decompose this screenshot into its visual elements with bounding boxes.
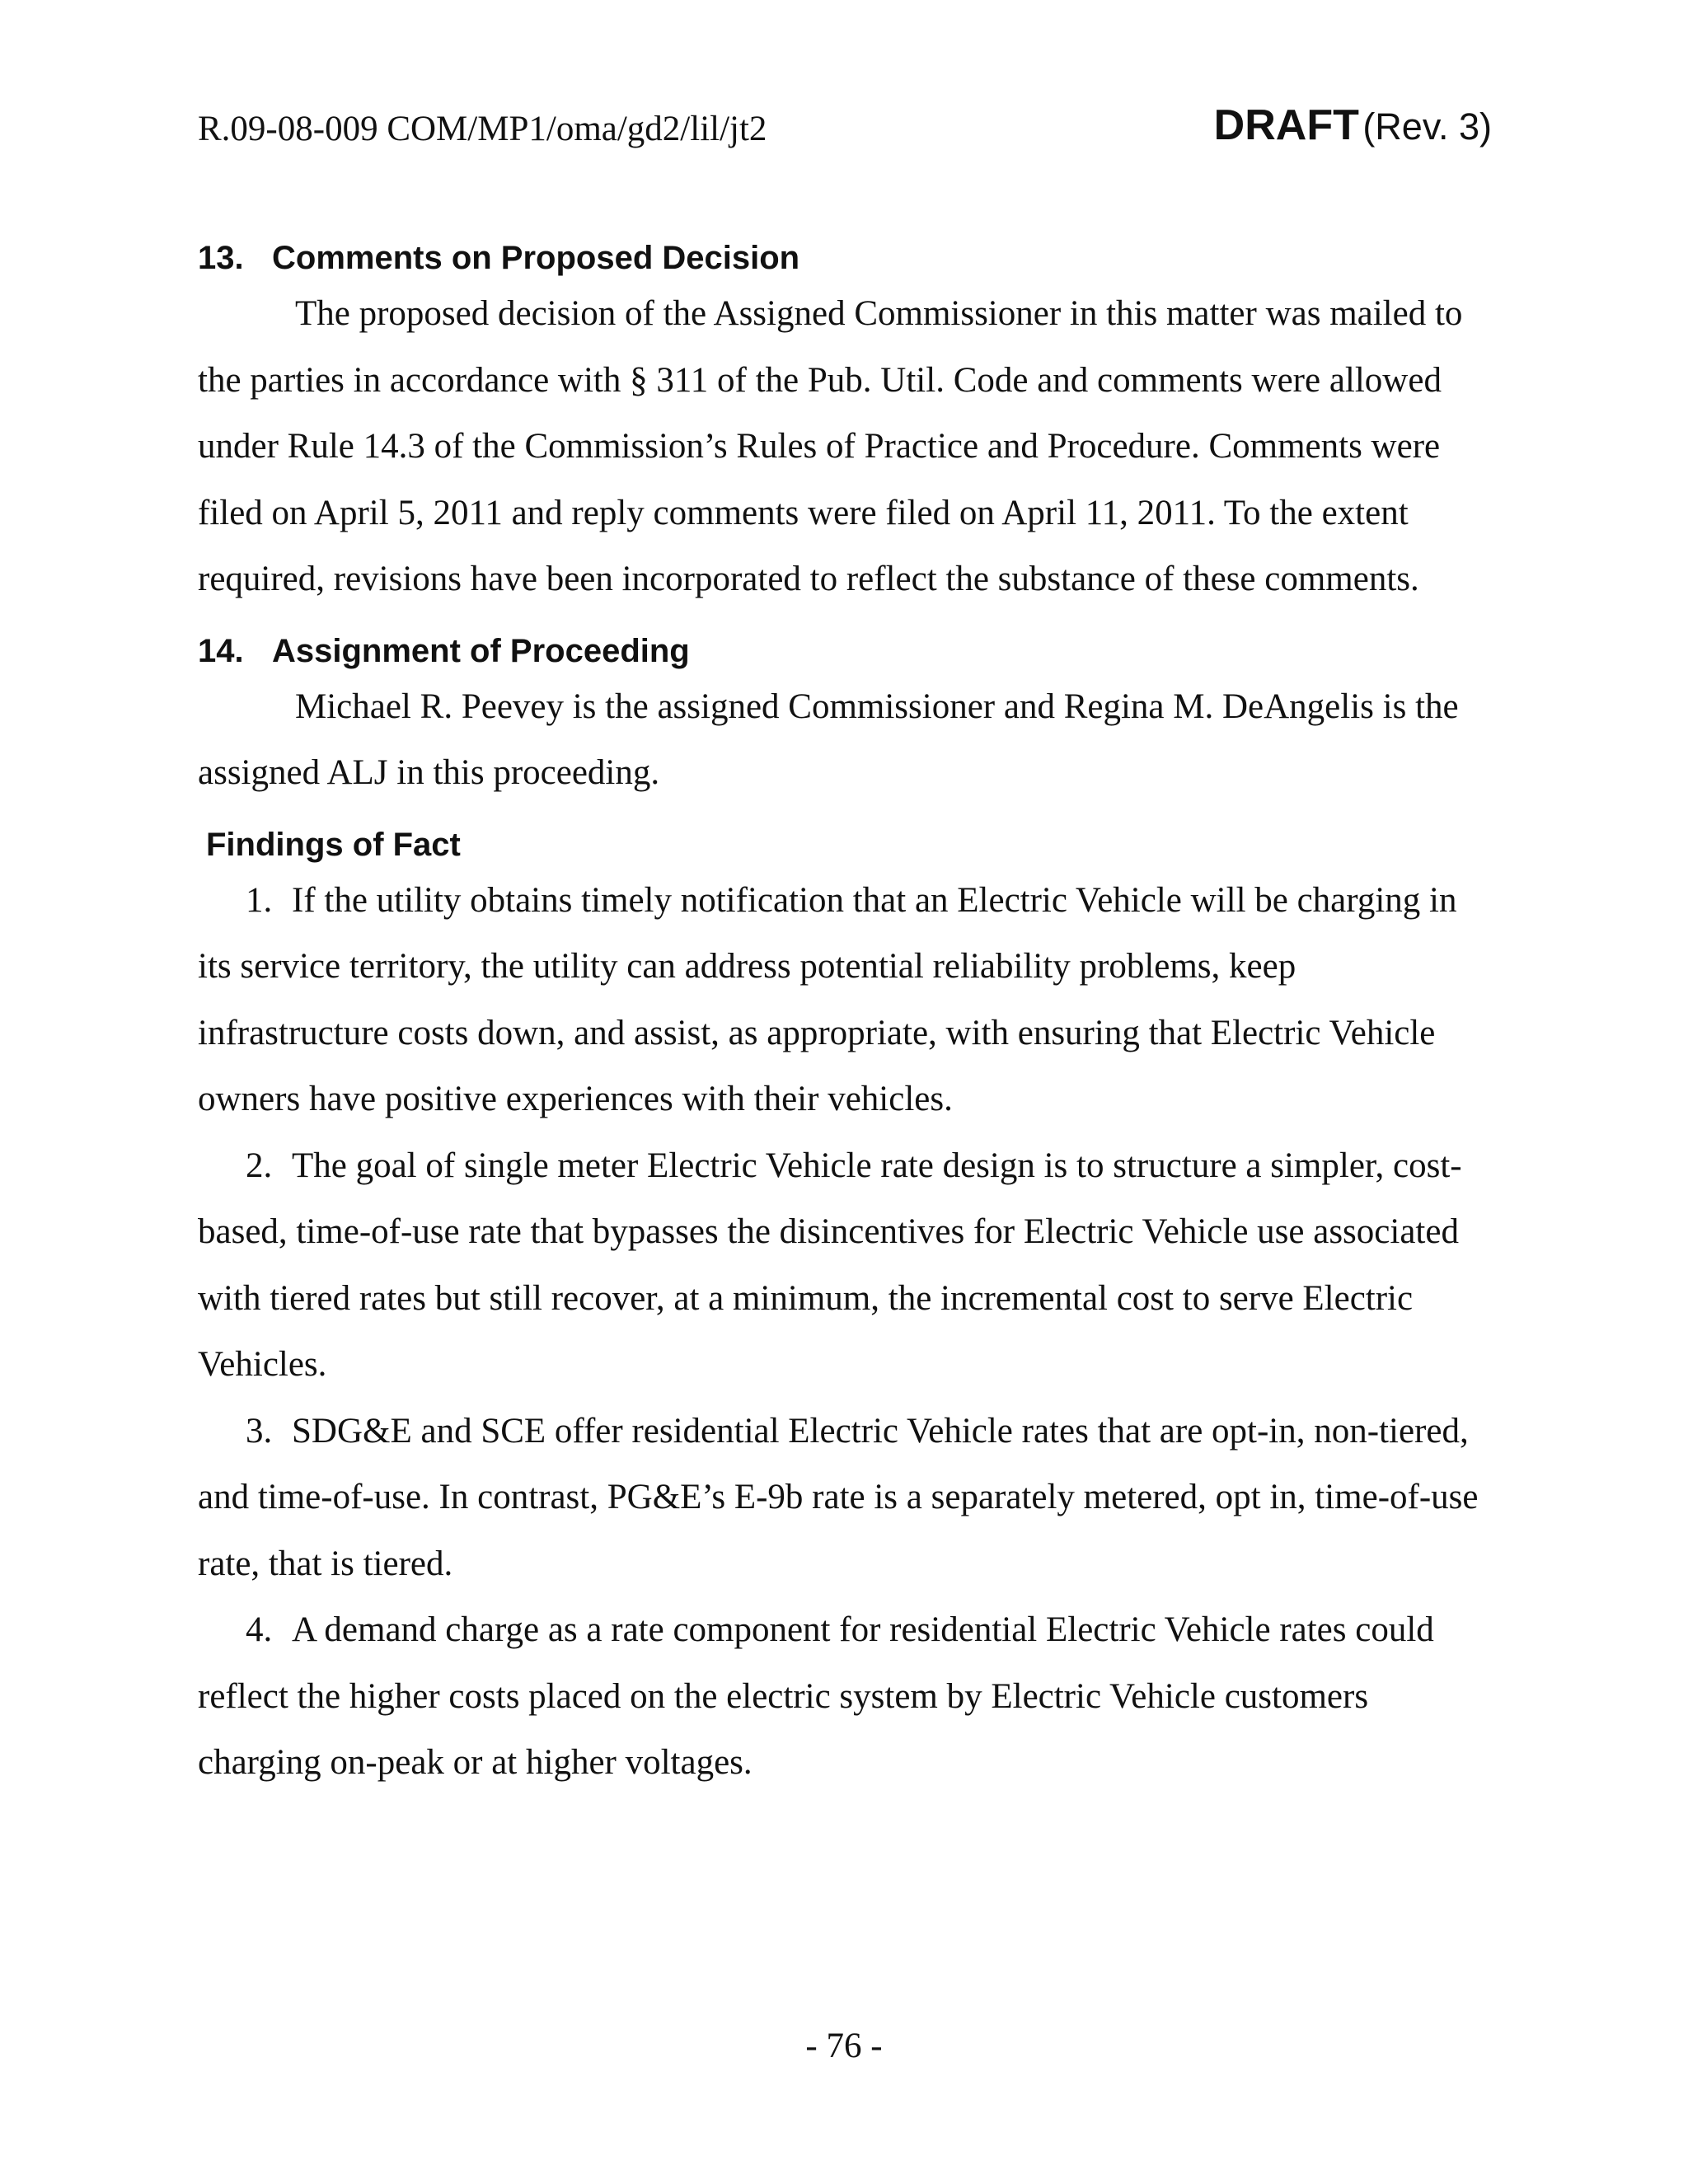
finding-text: SDG&E and SCE offer residential Electric Vehicle rates that are opt-in, non-tiered, and time-of-use. In contrast, PG&E’s E-9b rate is a separately metered, opt in, time-of-use rate, that is tiered. — [198, 1411, 1479, 1583]
document-body — [198, 235, 1492, 1797]
finding-text: The goal of single meter Electric Vehicle rate design is to structure a simpler, cost-based, time-of-use rate that bypasses the disincentives for Electric Vehicle use associated with tiered rates but still recover, at a minimum, the incremental cost to serve Electric Vehicles. — [198, 1146, 1462, 1384]
draft-stamp — [1214, 101, 1492, 150]
section-findings-of-fact — [198, 822, 1492, 868]
section-heading — [198, 628, 1492, 674]
section-comments-on-proposed-decision — [198, 235, 1492, 613]
finding-number: 2. — [246, 1146, 273, 1185]
finding-item — [198, 1399, 1492, 1598]
section-title: Comments on Proposed Decision — [272, 240, 800, 276]
finding-text: If the utility obtains timely notification that an Electric Vehicle will be charging in its service territory, the utility can address potential reliability problems, keep infrastructure costs down, and assist, as appropriate, with ensuring that Electric Vehicle owners have positive experiences with their vehicles. — [198, 880, 1457, 1118]
finding-item — [198, 1133, 1492, 1399]
page-number: - 76 - — [805, 2027, 883, 2065]
finding-item — [198, 1597, 1492, 1797]
revision-label: (Rev. 3) — [1362, 105, 1492, 148]
section-heading — [198, 235, 1492, 281]
draft-label: DRAFT — [1213, 101, 1359, 149]
section-paragraph: Michael R. Peevey is the assigned Commissioner and Regina M. DeAngelis is the assigned ALJ in this proceeding. — [198, 687, 1459, 792]
finding-number: 4. — [246, 1610, 273, 1649]
section-title: Assignment of Proceeding — [272, 632, 690, 669]
finding-number: 3. — [246, 1411, 273, 1451]
docket-reference: R.09-08-009 COM/MP1/oma/gd2/lil/jt2 — [198, 110, 767, 148]
page-header — [198, 101, 1492, 158]
findings-heading: Findings of Fact — [206, 826, 461, 863]
section-assignment-of-proceeding — [198, 628, 1492, 807]
finding-text: A demand charge as a rate component for residential Electric Vehicle rates could reflect the higher costs placed on the electric system by Electric Vehicle customers charging on-peak or at higher voltages. — [198, 1610, 1434, 1782]
finding-item — [198, 868, 1492, 1133]
section-paragraph: The proposed decision of the Assigned Commissioner in this matter was mailed to the parties in accordance with § 311 of the Pub. Util. Code and comments were allowed under Rule 14.3 of the Commission’s Rules of Practice and Procedure. Comments were filed on April 5, 2011 and reply comments were filed on April 11, 2011. To the extent required, revisions have been incorporated to reflect the substance of these comments. — [198, 294, 1463, 598]
finding-number: 1. — [246, 880, 273, 920]
findings-list — [198, 868, 1492, 1797]
section-number: 13. — [198, 240, 244, 276]
section-number: 14. — [198, 632, 244, 669]
